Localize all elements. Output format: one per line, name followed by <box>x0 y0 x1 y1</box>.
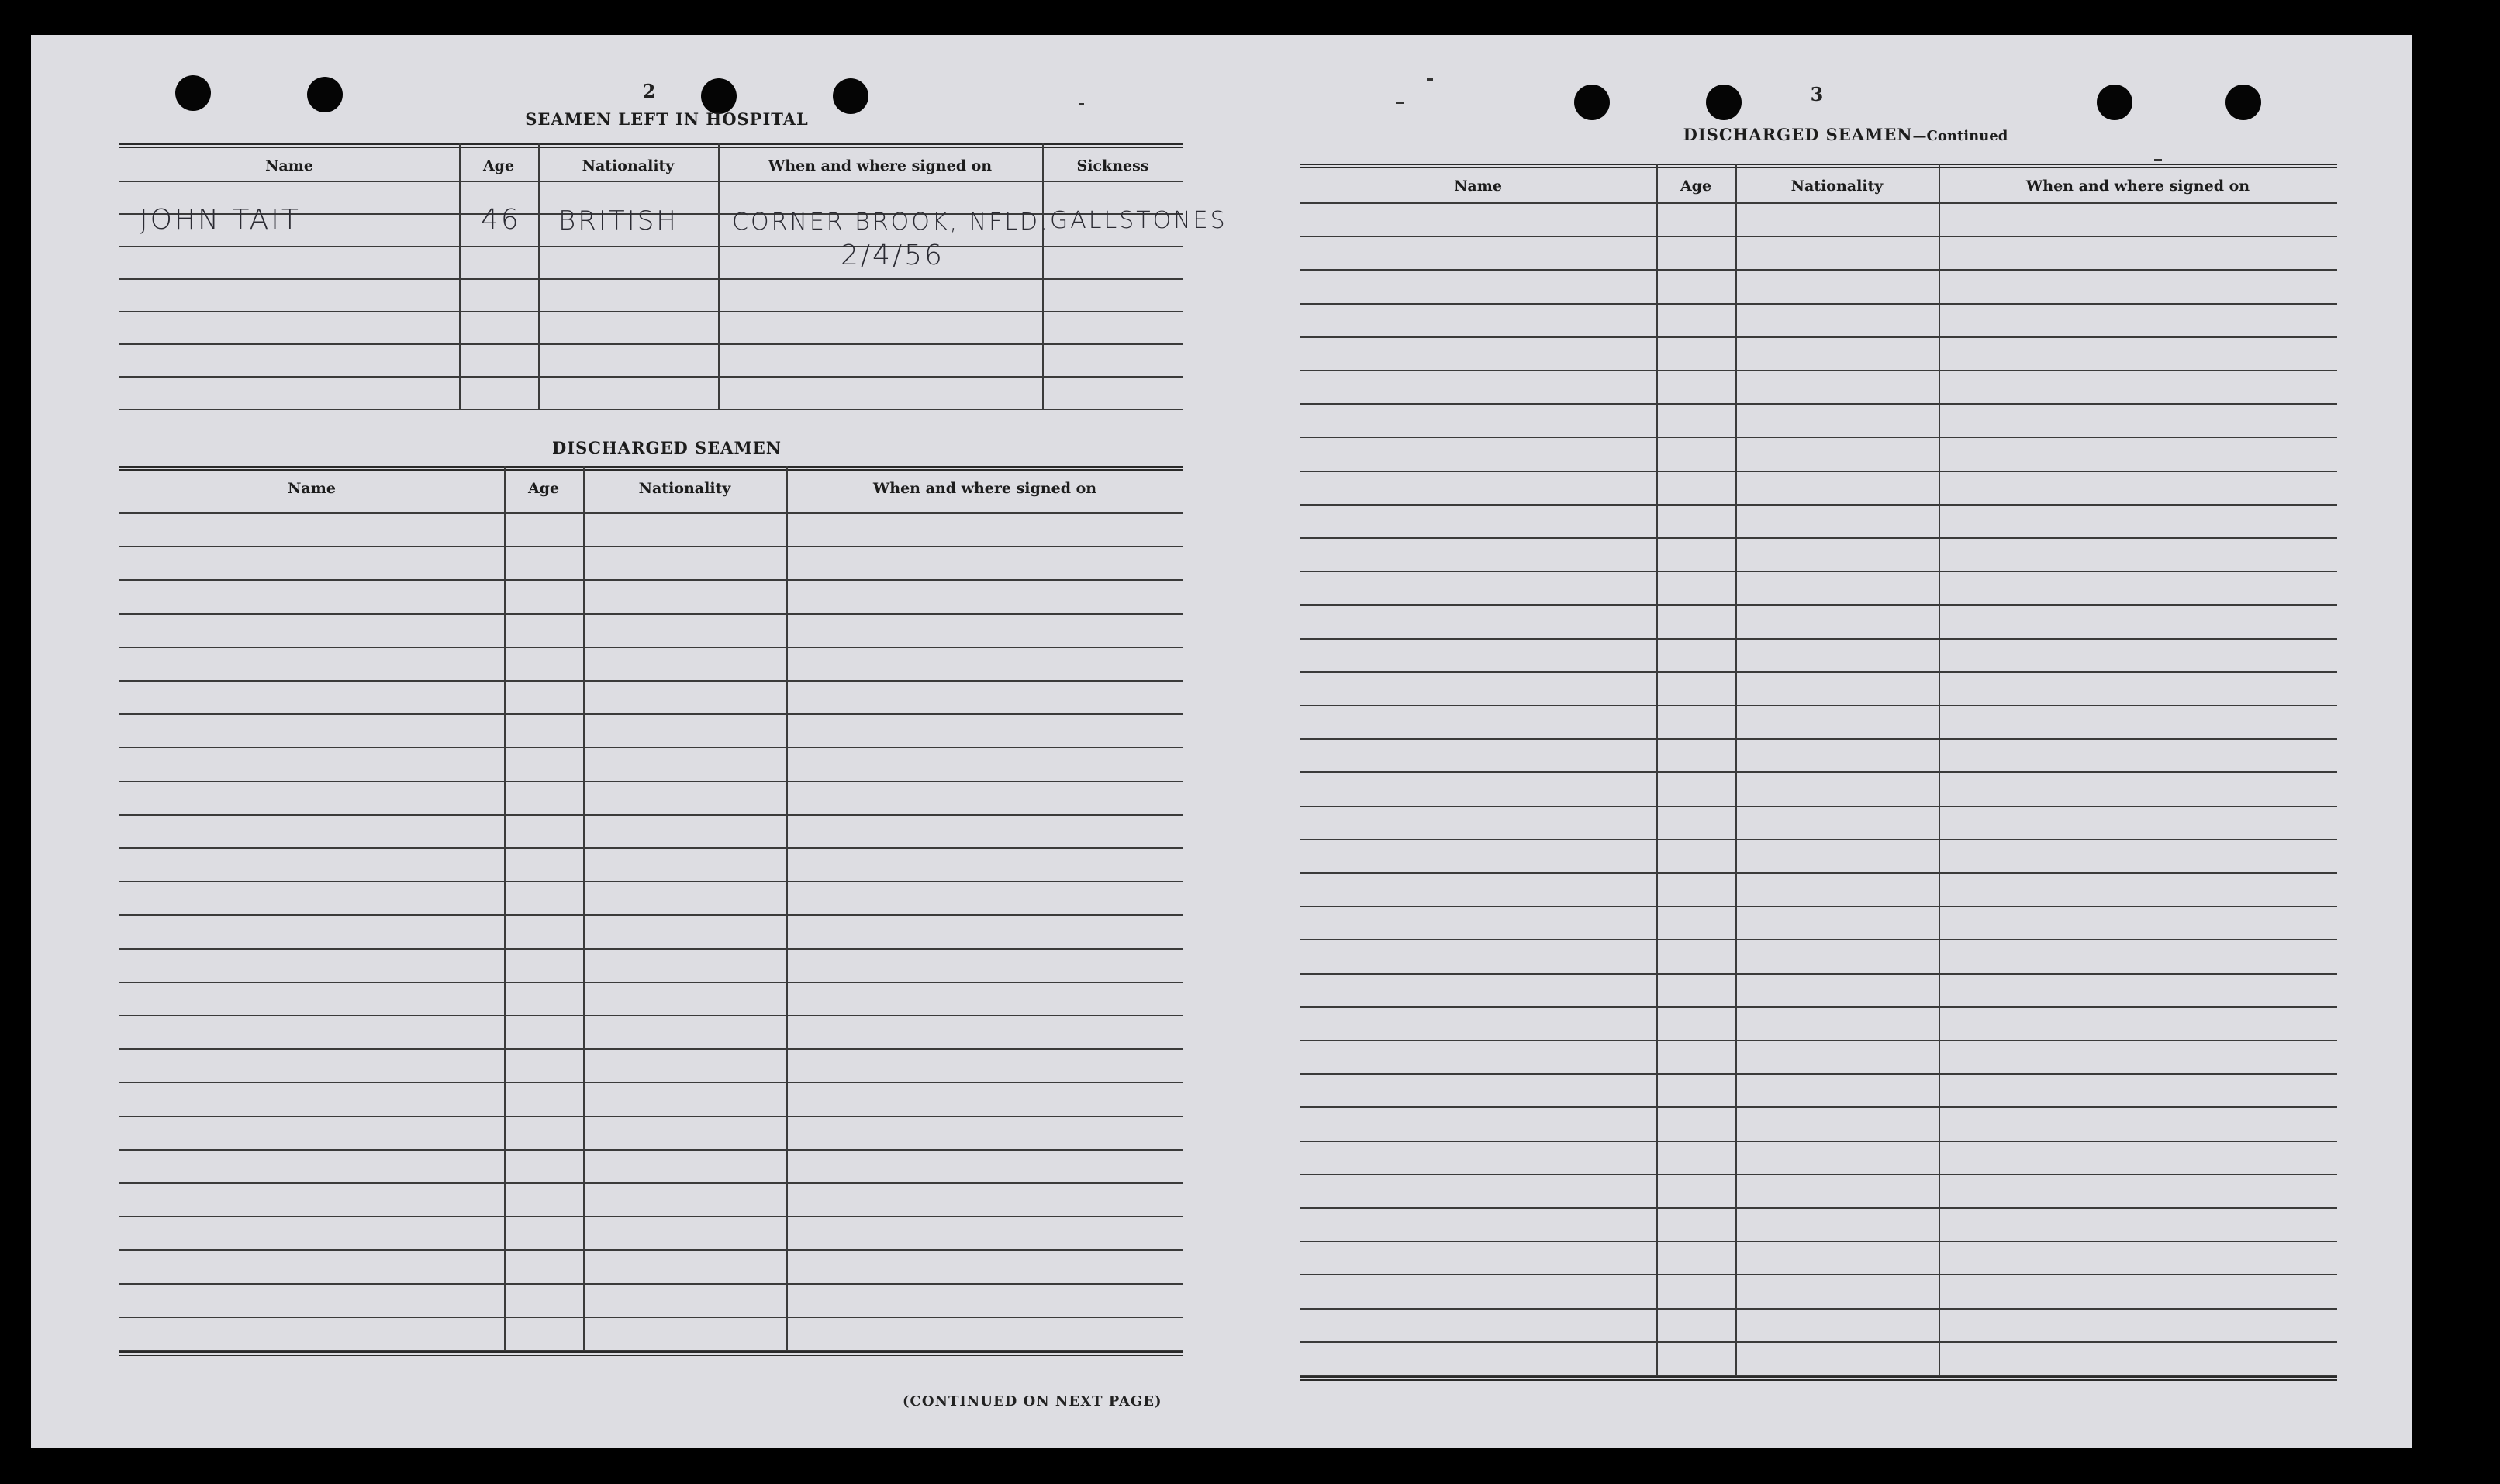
column-header-age: Age <box>527 480 560 497</box>
hw-signed-on-date: 2/4/56 <box>841 240 944 271</box>
row-rule <box>1300 403 2337 405</box>
row-rule <box>119 1283 1183 1285</box>
hw-name: JOHN TAIT <box>140 204 301 236</box>
row-rule <box>1300 1040 2337 1041</box>
row-rule <box>119 647 1183 648</box>
hw-sickness: GALLSTONES <box>1050 207 1228 234</box>
column-divider <box>1735 164 1737 1375</box>
row-rule <box>1300 738 2337 740</box>
row-rule <box>119 613 1183 615</box>
speck <box>1427 78 1433 81</box>
row-rule <box>1300 1106 2337 1108</box>
speck <box>1396 102 1404 104</box>
column-header-name: Name <box>1454 178 1502 195</box>
row-rule <box>119 881 1183 882</box>
row-rule <box>119 579 1183 581</box>
row-rule <box>119 311 1183 312</box>
row-rule <box>1300 303 2337 305</box>
row-rule <box>1300 236 2337 237</box>
row-rule <box>119 409 1183 410</box>
column-divider <box>1042 143 1044 409</box>
row-rule <box>1300 973 2337 975</box>
column-divider <box>583 466 585 1350</box>
column-header-nationality: Nationality <box>582 157 675 174</box>
column-divider <box>1656 164 1658 1375</box>
row-rule <box>119 343 1183 345</box>
row-rule <box>1300 370 2337 371</box>
table-bottom-rule <box>119 1351 1183 1356</box>
row-rule <box>119 680 1183 682</box>
column-divider <box>718 143 720 409</box>
row-rule <box>1300 269 2337 271</box>
row-rule <box>1300 1341 2337 1343</box>
header-rule <box>119 512 1183 514</box>
row-rule <box>119 278 1183 280</box>
column-header-age: Age <box>1680 178 1712 195</box>
row-rule <box>119 1182 1183 1184</box>
row-rule <box>119 1249 1183 1251</box>
discharged-continued-title <box>1644 125 2047 144</box>
column-header-name: Name <box>288 480 336 497</box>
header-rule <box>1300 202 2337 204</box>
row-rule <box>119 246 1183 247</box>
speck <box>2154 159 2162 161</box>
row-rule <box>1300 336 2337 338</box>
column-header-age: Age <box>482 157 515 174</box>
row-rule <box>119 546 1183 547</box>
column-header-when-and-where-signed-on: When and where signed on <box>872 480 1097 497</box>
column-header-when-and-where-signed-on: When and where signed on <box>768 157 993 174</box>
row-rule <box>1300 1073 2337 1075</box>
column-header-nationality: Nationality <box>638 480 731 497</box>
row-rule <box>1300 638 2337 640</box>
row-rule <box>1300 705 2337 706</box>
hospital-section-title: SEAMEN LEFT IN HOSPITAL <box>525 109 809 129</box>
column-header-name: Name <box>265 157 313 174</box>
punch-hole <box>1574 85 1610 120</box>
discharged-section-title: DISCHARGED SEAMEN <box>552 438 782 457</box>
punch-hole <box>1706 85 1742 120</box>
page-number-left: 2 <box>642 80 656 102</box>
punch-hole <box>307 77 343 112</box>
row-rule <box>1300 906 2337 907</box>
row-rule <box>1300 671 2337 673</box>
row-rule <box>1300 504 2337 506</box>
continued-footer: (CONTINUED ON NEXT PAGE) <box>903 1393 1162 1410</box>
hw-signed-on: CORNER BROOK, NFLD. <box>732 209 1050 236</box>
title-text: DISCHARGED SEAMEN <box>1683 125 1913 144</box>
row-rule <box>119 1116 1183 1117</box>
punch-hole <box>2225 85 2261 120</box>
row-rule <box>119 1048 1183 1050</box>
row-rule <box>119 747 1183 748</box>
row-rule <box>1300 604 2337 606</box>
table-top-rule <box>119 466 1183 471</box>
row-rule <box>119 814 1183 816</box>
row-rule <box>119 376 1183 378</box>
table-top-rule <box>1300 164 2337 168</box>
row-rule <box>1300 1274 2337 1275</box>
row-rule <box>1300 1241 2337 1242</box>
column-divider <box>504 466 506 1350</box>
column-divider <box>538 143 540 409</box>
row-rule <box>1300 1006 2337 1008</box>
page-number-right: 3 <box>1810 83 1824 105</box>
row-rule <box>119 914 1183 916</box>
form-sheet <box>31 35 2412 1448</box>
row-rule <box>119 948 1183 950</box>
hw-age: 46 <box>481 204 521 236</box>
row-rule <box>119 1082 1183 1083</box>
row-rule <box>1300 839 2337 840</box>
row-rule <box>1300 471 2337 472</box>
row-rule <box>1300 771 2337 773</box>
row-rule <box>1300 939 2337 940</box>
column-divider <box>459 143 461 409</box>
column-divider <box>1939 164 1940 1375</box>
discharged-continued-table <box>1300 164 2337 1435</box>
hw-nationality: BRITISH <box>558 205 679 236</box>
row-rule <box>119 1149 1183 1151</box>
row-rule <box>119 982 1183 983</box>
column-divider <box>786 466 788 1350</box>
row-rule <box>119 847 1183 849</box>
column-header-nationality: Nationality <box>1790 178 1884 195</box>
hospital-table <box>119 143 1228 461</box>
row-rule <box>1300 872 2337 874</box>
row-rule <box>119 1216 1183 1217</box>
row-rule <box>119 1015 1183 1016</box>
row-rule <box>1300 571 2337 572</box>
punch-hole <box>175 75 211 111</box>
column-header-sickness: Sickness <box>1076 157 1149 174</box>
row-rule <box>1300 1308 2337 1310</box>
column-header-when-and-where-signed-on: When and where signed on <box>2025 178 2250 195</box>
discharged-table <box>119 466 1183 1427</box>
row-rule <box>119 781 1183 782</box>
row-rule <box>119 713 1183 715</box>
row-rule <box>1300 437 2337 438</box>
row-rule <box>1300 537 2337 539</box>
speck <box>1079 103 1084 105</box>
table-top-rule <box>119 143 1183 148</box>
row-rule <box>1300 806 2337 807</box>
table-bottom-rule <box>1300 1376 2337 1381</box>
punch-hole <box>2097 85 2132 120</box>
row-rule <box>1300 1207 2337 1209</box>
row-rule <box>1300 1141 2337 1142</box>
title-suffix: —Continued <box>1912 128 2008 144</box>
row-rule <box>1300 1174 2337 1175</box>
row-rule <box>119 1317 1183 1318</box>
header-rule <box>119 181 1183 182</box>
